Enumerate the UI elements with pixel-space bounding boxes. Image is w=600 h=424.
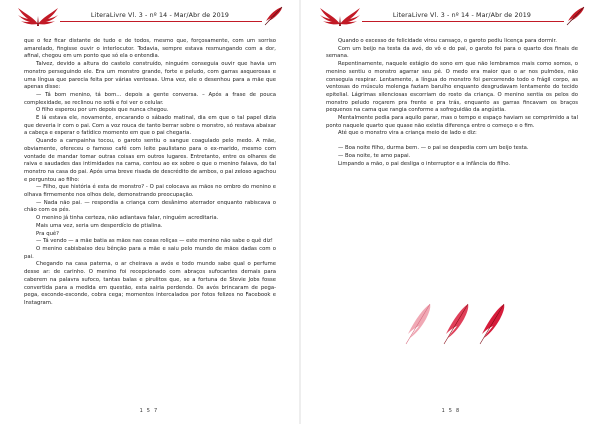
page-number: 1 5 7 (139, 408, 159, 414)
paragraph: Mais uma vez, seria um desperdício de ptialina. (36, 222, 163, 229)
paragraph: que o fez ficar distante de tudo e de todos, mesmo que, forçosamente, com um sorriso amarelado, fingisse ouvir o interlocutor. Todavia, sempre estava resmungando com a dor, afinal, chegou em um ponto que só ela o entendia. (24, 38, 276, 60)
right-page (302, 0, 600, 424)
page-header (16, 4, 284, 28)
wings-logo-icon (16, 4, 60, 28)
paragraph: — Filho, que história é esta de monstro? - O pai colocava as mãos no ombro do menino e olhava firmemente nos olhos dele, demonstrando preocupação. (24, 184, 276, 199)
paragraph: O menino já tinha certeza, não adiantava falar, ninguém acreditaria. (36, 215, 219, 222)
paragraph: Até que o monstro vira a criança meio de lado e diz: (338, 130, 477, 137)
paragraph: Com um beijo na testa da avó, do vô e do pai, o garoto foi para o quarto dos finais de semana. (326, 45, 578, 60)
quill-icon (262, 5, 284, 27)
paragraph: — Tá vendo — a mãe batia as mãos nas coxas roliças — este menino não sabe o quê diz! (36, 238, 273, 245)
header-title: LiteraLivre Vl. 3 - nº 14 - Mar/Abr de 2019 (90, 12, 230, 19)
left-page (0, 0, 298, 424)
header-rule (60, 21, 262, 22)
left-page-body (24, 38, 276, 308)
paragraph: O filho esperou por um depois que nunca chegou. (36, 107, 169, 114)
wings-logo-icon (318, 4, 362, 28)
right-page-body (326, 38, 578, 168)
paragraph: — Tá bom menino, tá bom... depois a gente conversa. – Após a frase de pouca complexidade, se reclinou no sofá e foi ver o celular. (24, 91, 276, 106)
paragraph: Pra quê? (36, 230, 59, 237)
page-number: 1 5 8 (441, 408, 461, 414)
quill-icon (564, 5, 586, 27)
paragraph: — Boa noite, te amo papai. (338, 152, 411, 159)
paragraph: — Nada não pai. — respondia a criança com desânimo aterrador enquanto rabiscava o chão com os pés. (24, 199, 276, 214)
paragraph: O menino cabisbaixo deu bênção para a mãe e saiu pelo mundo de mãos dadas com o pai. (24, 245, 276, 260)
three-quills-ornament (400, 300, 510, 350)
paragraph: Talvez, devido a altura do castelo construído, ninguém conseguia ouvir que havia um monstro perseguindo ele. Era um monstro grande, forte e peludo, com garras asquerosas e uma língua que parecia feita por várias ventosas. Uma vez, ele o desenhou para a mãe que apenas disse: (24, 61, 276, 91)
header-rule (362, 21, 564, 22)
header-title: LiteraLivre Vl. 3 - nº 14 - Mar/Abr de 2019 (392, 12, 532, 19)
paragraph: Repentinamente, naquele estágio do sono em que não lembramos mais como somos, o menino sentiu o monstro agarrar seu pé. O medo era maior que o ar nos pulmões, não conseguia respirar. Lentamente, a língua do monstro foi percorrendo todo o frágil corpo, as ventosas do músculo molenga faziam barulho enquanto desgrudavam lentamente do tecido epitelial. Lágrimas silenciosas escorriam do rosto da criança. O menino sentia os pelos do monstro peludo roçarem pra frente e pra trás, enquanto as garras fincavam os braços pequenos na cama que rangia conforme a sofreguidão da angústia. (326, 61, 578, 114)
paragraph: Limpando a mão, o pai desliga o interruptor e a infância do filho. (338, 160, 511, 167)
paragraph: — Boa noite filho, durma bem. — o pai se despedia com um beijo testa. (338, 145, 529, 152)
paragraph: E lá estava ele, novamente, encarando o sábado matinal, dia em que o tal papel dizia que deveria ir com o pai. Com a voz rouca de tanto berrar sobre o monstro, só restava abaixar a cabeça e esperar o fatídico momento em que o pai chegaria. (24, 115, 276, 137)
gutter (299, 0, 301, 424)
paragraph: Chegando na casa paterna, o ar cheirava a avós e todo mundo sabe qual o perfume desse ar: de carinho. O menino foi recepcionado com abraços sufocantes demais para caberem na palavra sufoco, tantas balas e pirulitos que, se a fortuna de Stevie Jobs fosse convertida para a medida em questão, esta sairia perdendo. Os avós brincaram de pega-pega, esconde-esconde, cobra cega; momentos intercalados por fotos felizes no Facebook e Instagram. (24, 261, 276, 306)
paragraph: Quando o excesso de felicidade virou cansaço, o garoto pediu licença para dormir. (338, 38, 557, 44)
paragraph: Mentalmente pedia para aquilo parar, mas o tempo e espaço haviam se comprimido a tal ponto naquele quarto que quase não existia diferença entre o começo e o fim. (326, 115, 578, 129)
paragraph: Quando a campainha tocou, o garoto sentiu o sangue coagulado pelo medo. A mãe, obviamente, ofereceu o famoso café com leite paulistano para o ex-marido, mesmo com vontade de mandar tomar outras coisas em outros lugares. Entretanto, entre os olhares de raiva e saudades das intimidades na cama, contou ao ex sobre o que o menino falava, do tal monstro na casa do pai. Após uma breve risada de descrédito de ambos, o pai zeloso agachou e perguntou ao filho: (24, 138, 276, 183)
page-header (318, 4, 586, 28)
